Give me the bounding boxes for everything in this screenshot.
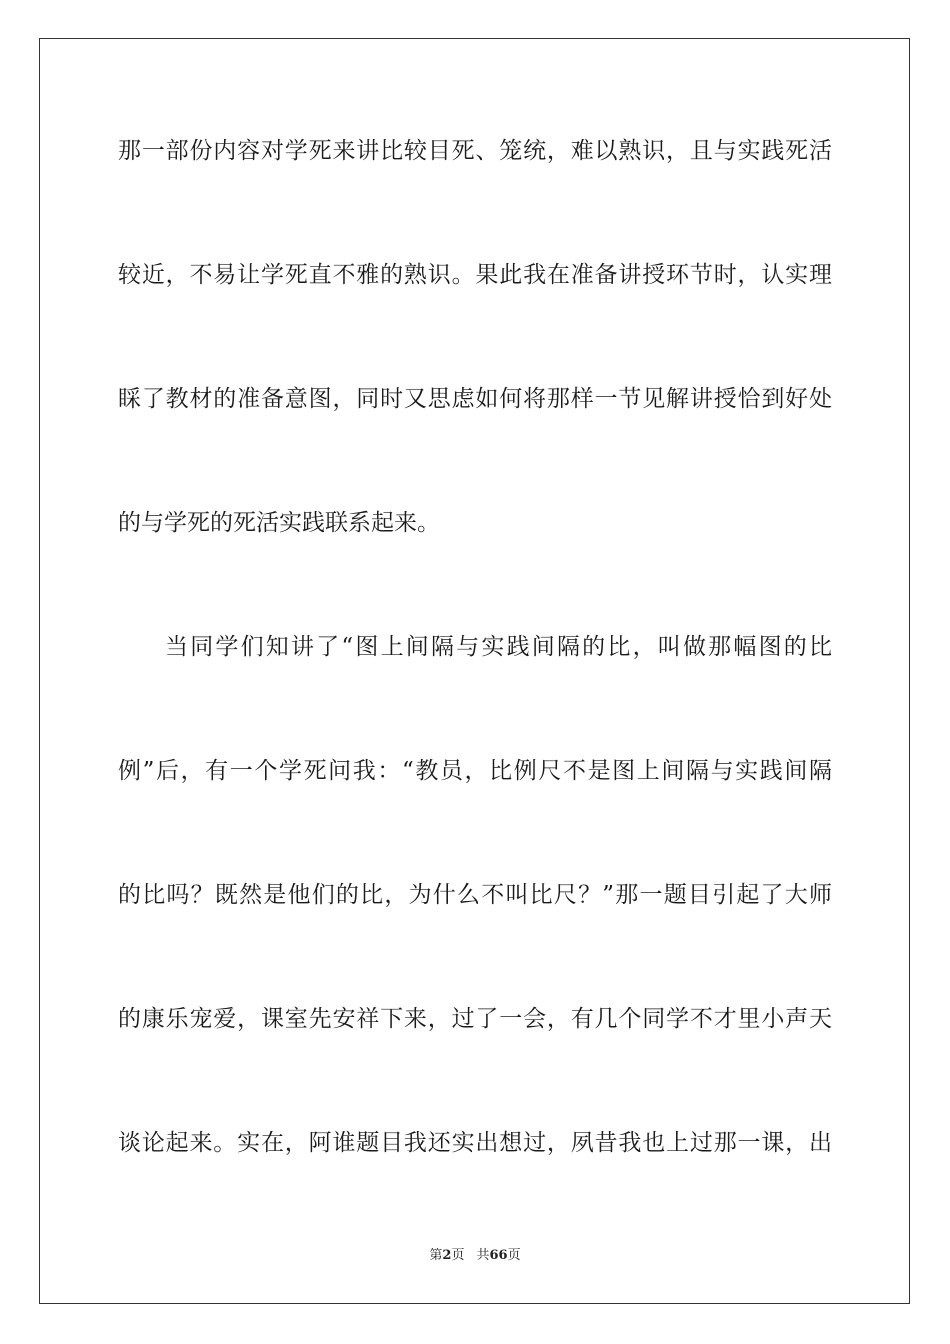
body-line-3: 睬了教材的准备意图，同时又思虑如何将那样一节见解讲授恰到好处 — [118, 386, 832, 412]
body-line-9: 谈论起来。实在，阿谁题目我还实出想过，夙昔我也上过那一课，出 — [118, 1130, 832, 1156]
body-line-4: 的与学死的死活实践联系起来。 — [118, 510, 440, 536]
total-suffix: 页 — [507, 1248, 521, 1263]
page-prefix: 第 — [429, 1248, 443, 1263]
total-pages: 66 — [489, 1248, 508, 1263]
body-line-6: 例”后，有一个学死问我：“教员，比例尺不是图上间隔与实践间隔 — [118, 758, 832, 784]
page-suffix: 页 — [451, 1248, 465, 1263]
body-line-8: 的康乐宠爱，课室先安祥下来，过了一会，有几个同学不才里小声天 — [118, 1006, 832, 1032]
page-number: 2 — [442, 1248, 452, 1263]
page-border — [39, 38, 910, 1304]
body-line-2: 较近，不易让学死直不雅的熟识。果此我在准备讲授环节时，认实理 — [118, 262, 832, 288]
total-prefix: 共 — [476, 1248, 490, 1263]
body-line-7: 的比吗？既然是他们的比，为什么不叫比尺？”那一题目引起了大师 — [118, 882, 832, 908]
page-footer — [0, 1246, 950, 1266]
body-line-1: 那一部份内容对学死来讲比较目死、笼统，难以熟识，且与实践死活 — [118, 138, 832, 164]
body-line-5: 当同学们知讲了“图上间隔与实践间隔的比，叫做那幅图的比 — [165, 634, 832, 660]
